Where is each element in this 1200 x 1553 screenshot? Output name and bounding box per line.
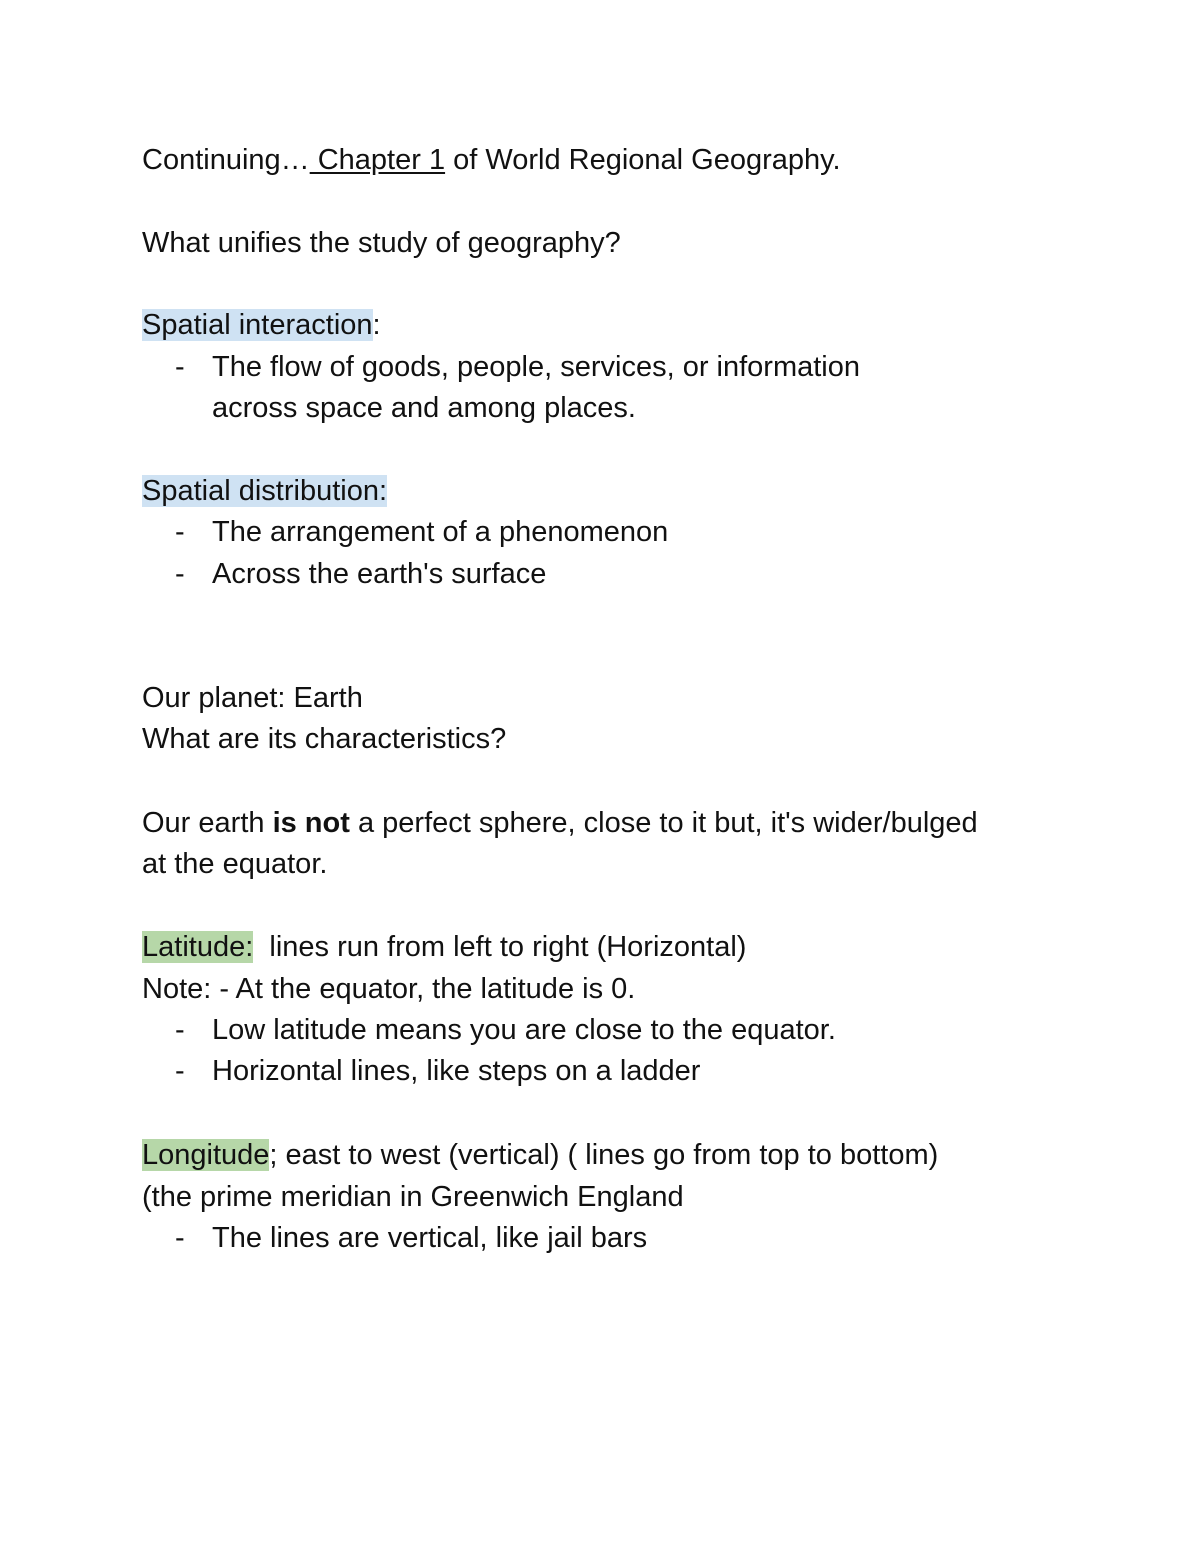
longitude-prime-meridian: (the prime meridian in Greenwich England xyxy=(142,1181,684,1213)
longitude-term: Longitude xyxy=(142,1139,270,1171)
bullet-dash: - xyxy=(175,1014,185,1046)
list-item-text: The arrangement of a phenomenon xyxy=(212,516,669,548)
question-unifies: What unifies the study of geography? xyxy=(142,227,621,259)
list-item-text: The lines are vertical, like jail bars xyxy=(212,1222,648,1254)
list-item xyxy=(175,1012,836,1048)
bullet-dash: - xyxy=(175,351,185,383)
longitude-heading xyxy=(142,1137,938,1173)
sphere-text-part2: a perfect sphere, close to it but, it's wider/bulged xyxy=(349,807,978,839)
bullet-dash: - xyxy=(175,516,185,548)
spatial-interaction-heading xyxy=(142,307,381,343)
planet-heading: Our planet: Earth xyxy=(142,682,363,714)
bullet-dash: - xyxy=(175,1055,185,1087)
list-item xyxy=(175,349,860,385)
list-item-text: Low latitude means you are close to the equator. xyxy=(212,1014,836,1046)
spatial-interaction-colon: : xyxy=(372,309,381,341)
list-item-text: The flow of goods, people, services, or information xyxy=(212,351,860,383)
list-item xyxy=(175,556,546,592)
bullet-dash: - xyxy=(175,1222,185,1254)
bullet-dash: - xyxy=(175,558,185,590)
latitude-note: Note: - At the equator, the latitude is 0. xyxy=(142,973,636,1005)
latitude-heading xyxy=(142,929,746,965)
chapter-link[interactable]: Chapter 1 xyxy=(309,144,446,176)
planet-question: What are its characteristics? xyxy=(142,723,507,755)
list-item-continuation: across space and among places. xyxy=(212,392,636,424)
longitude-description: ; east to west (vertical) ( lines go from top to bottom) xyxy=(269,1139,939,1171)
sphere-text-part1: Our earth xyxy=(142,807,273,839)
latitude-term: Latitude: xyxy=(142,931,254,963)
list-item xyxy=(175,1220,647,1256)
sphere-text-bold: is not xyxy=(272,807,350,839)
spatial-distribution-term: Spatial distribution: xyxy=(142,475,388,507)
document-heading xyxy=(142,142,841,178)
sphere-paragraph-line1 xyxy=(142,805,978,841)
spatial-interaction-term: Spatial interaction xyxy=(142,309,373,341)
list-item-text: Horizontal lines, like steps on a ladder xyxy=(212,1055,701,1087)
latitude-description: lines run from left to right (Horizontal) xyxy=(253,931,747,963)
heading-suffix: of World Regional Geography. xyxy=(445,144,841,176)
sphere-paragraph-line2: at the equator. xyxy=(142,848,328,880)
list-item-text: Across the earth's surface xyxy=(212,558,547,590)
list-item xyxy=(175,514,668,550)
list-item xyxy=(175,1053,700,1089)
heading-prefix: Continuing… xyxy=(142,144,310,176)
spatial-distribution-heading xyxy=(142,473,387,509)
